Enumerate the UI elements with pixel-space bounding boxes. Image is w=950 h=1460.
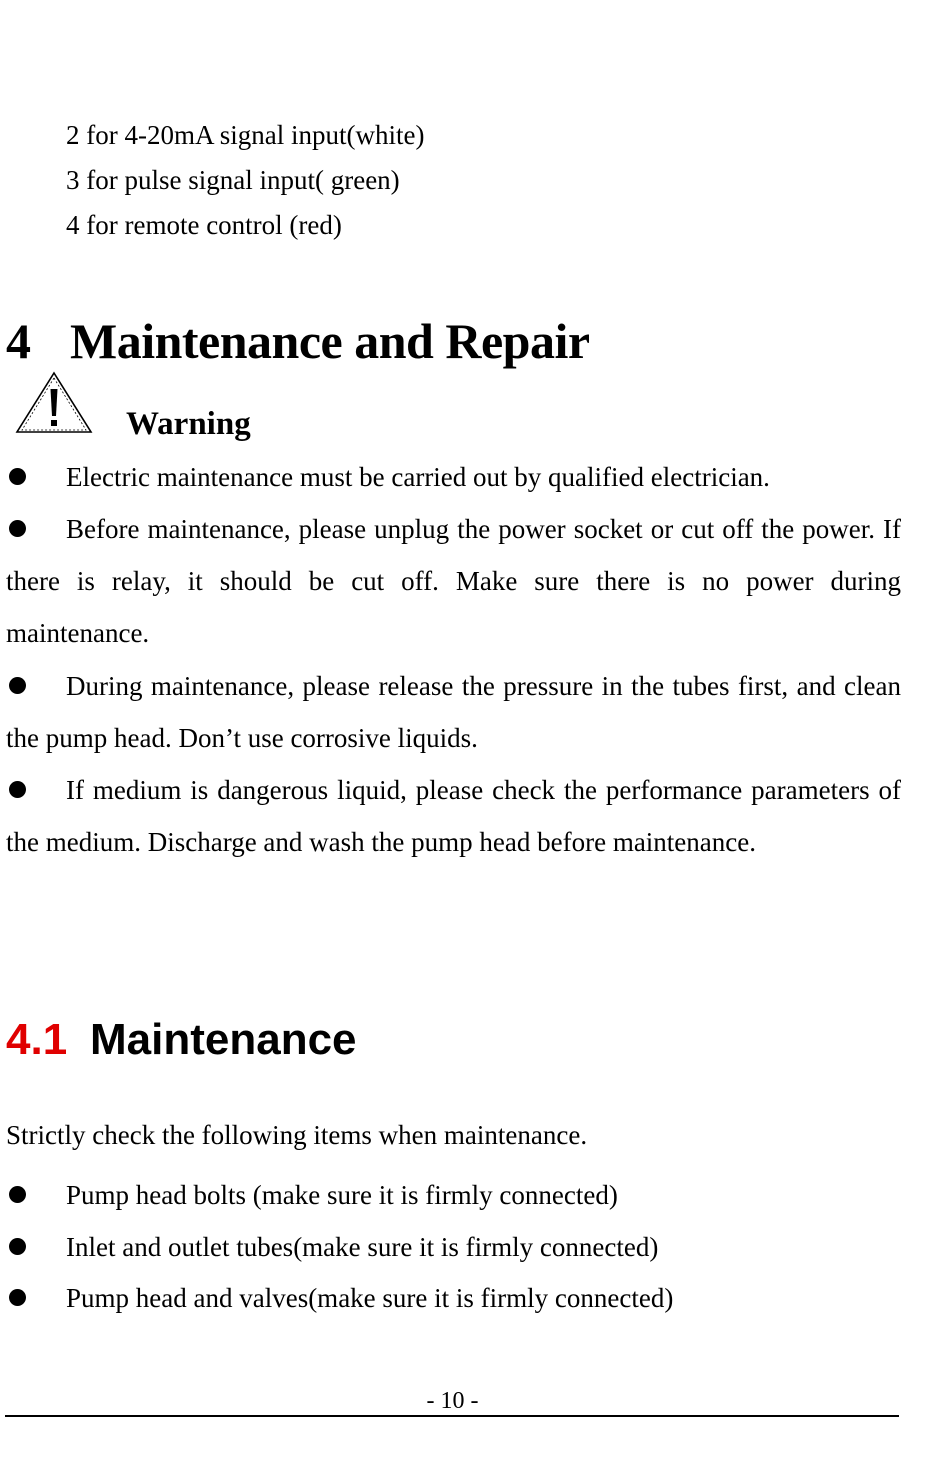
warning-item-text: During maintenance, please release the pressure in the tubes first, and clean the pump head. Don’t use corrosive liquids. [6, 671, 901, 753]
warning-item-4 [6, 764, 901, 868]
subsection-number: 4.1 [6, 1015, 68, 1064]
warning-item-1 [6, 451, 901, 503]
bullet-icon [9, 1238, 26, 1255]
intro-line-2: 2 for 4-20mA signal input(white) [66, 120, 425, 150]
warning-label: Warning [126, 406, 251, 442]
check-item-text: Pump head bolts (make sure it is firmly connected) [66, 1180, 618, 1210]
subsection-heading [6, 1012, 357, 1068]
footer-divider [5, 1415, 899, 1417]
warning-item-3 [6, 660, 901, 764]
warning-item-2 [6, 503, 901, 659]
warning-item-text: Before maintenance, please unplug the power socket or cut off the power. If there is relay, it should be cut off. Make sure there is no power during maintenance. [6, 514, 901, 648]
check-item-3 [6, 1278, 673, 1318]
section-heading [6, 312, 590, 370]
bullet-icon [9, 520, 26, 537]
warning-triangle-icon [14, 370, 94, 436]
bullet-icon [9, 1186, 26, 1203]
intro-line-4: 4 for remote control (red) [66, 210, 342, 240]
check-item-text: Inlet and outlet tubes(make sure it is firmly connected) [66, 1232, 659, 1262]
page-number: - 10 - [426, 1388, 479, 1414]
section-title: Maintenance and Repair [70, 313, 590, 369]
bullet-icon [9, 468, 26, 485]
subsection-intro: Strictly check the following items when maintenance. [6, 1120, 588, 1150]
subsection-title: Maintenance [90, 1015, 357, 1064]
bullet-icon [9, 677, 26, 694]
warning-item-text: Electric maintenance must be carried out by qualified electrician. [66, 462, 770, 492]
warning-item-text: If medium is dangerous liquid, please check the performance parameters of the medium. Discharge and wash the pump head before maintenance. [6, 775, 901, 857]
check-item-2 [6, 1227, 658, 1267]
bullet-icon [9, 781, 26, 798]
check-item-1 [6, 1175, 618, 1215]
check-item-text: Pump head and valves(make sure it is firmly connected) [66, 1283, 674, 1313]
intro-line-3: 3 for pulse signal input( green) [66, 165, 400, 195]
section-number: 4 [6, 313, 31, 369]
bullet-icon [9, 1289, 26, 1306]
